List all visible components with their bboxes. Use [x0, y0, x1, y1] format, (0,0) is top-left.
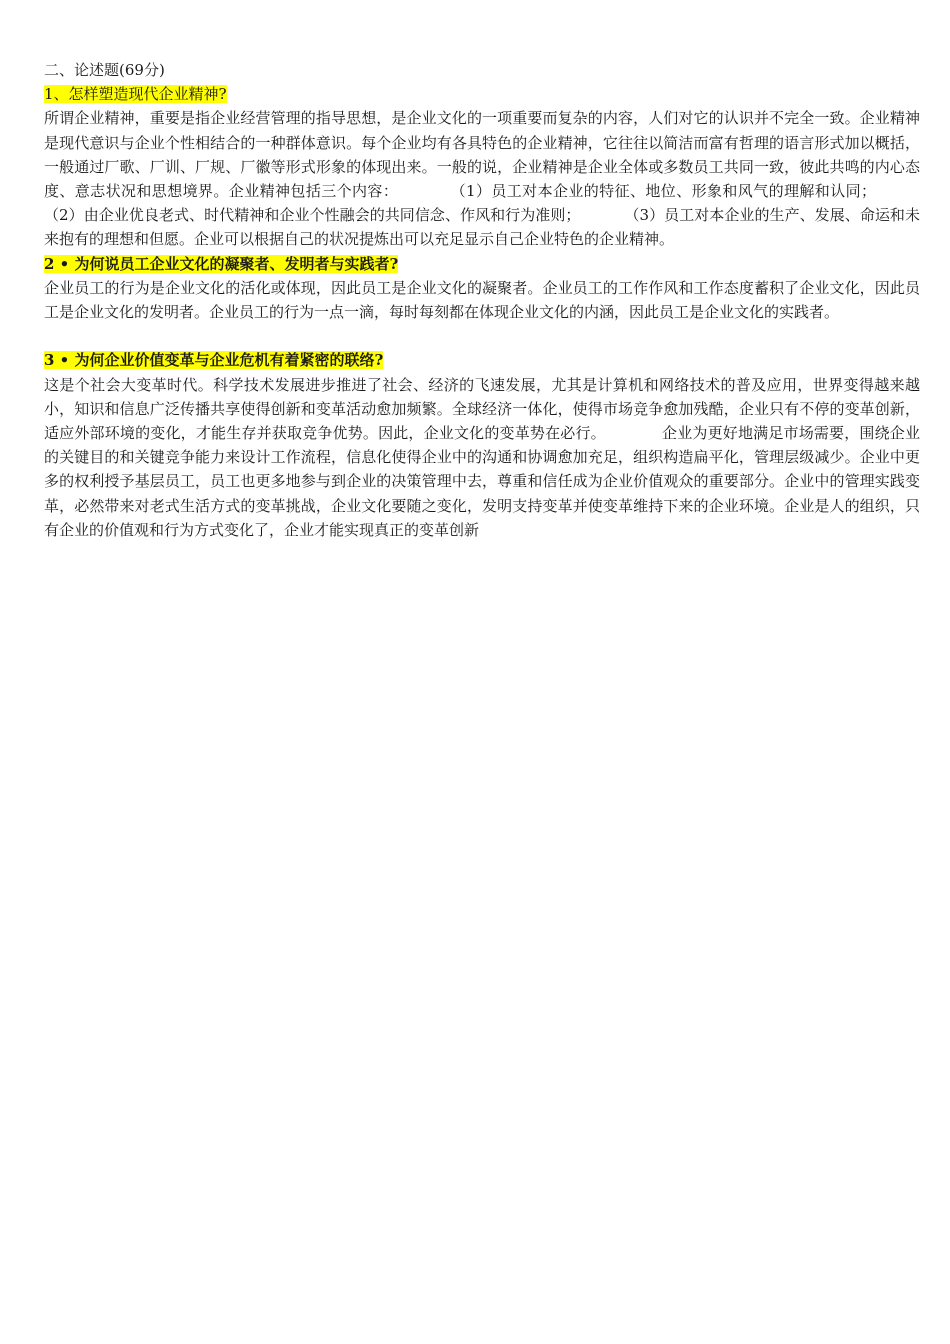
question-2-answer: 企业员工的行为是企业文化的活化或体现，因此员工是企业文化的凝聚者。企业员工的工作作风和工作态度蓄积了企业文化，因此员工是企业文化的发明者。企业员工的行为一点一滴，每时每刻都在体现企业文化的内涵，因此员工是企业文化的实践者。	[44, 278, 920, 322]
question-1-title	[44, 82, 920, 106]
question-2-highlight: 2 • 为何说员工企业文化的凝聚者、发明者与实践者?	[44, 254, 399, 273]
question-1-answer-intro: 所谓企业精神，重要是指企业经营管理的指导思想，是企业文化的一项重要而复杂的内容，人们对它的认识并不完全一致。企业精神是现代意识与企业个性相结合的一种群体意识。每个企业均有各具特色的企业精神，它往往以简洁而富有哲理的语言形式加以概括，一般通过厂歌、厂训、厂规、厂徽等形式形象的体现出来。一般的说，企业精神是企业全体或多数员工共同一致，彼此共鸣的内心态度、意志状况和思想境界。企业精神包括三个内容：	[44, 109, 920, 201]
question-3-highlight: 3 • 为何企业价值变革与企业危机有着紧密的联络?	[44, 351, 384, 370]
question-3-answer	[44, 373, 920, 542]
question-2-title	[44, 252, 920, 276]
section-title: 二、论述题(69分)	[44, 61, 165, 79]
question-1-answer-point-2: （2）由企业优良老式、时代精神和企业个性融会的共同信念、作风和行为准则；	[44, 206, 581, 225]
question-1-answer	[44, 106, 920, 251]
question-1-answer-point-1: （1）员工对本企业的特征、地位、形象和风气的理解和认同；	[450, 182, 877, 201]
document-page	[44, 58, 920, 542]
question-1-answer-point-3: （3）员工对本企业的生产、发展、命运和未来抱有的理想和但愿。企业可以根据自己的状况提炼出可以充足显示自己企业特色的企业精神。	[44, 206, 920, 249]
question-1-highlight: 1、怎样塑造现代企业精神?	[44, 85, 227, 104]
question-3-title	[44, 348, 920, 372]
question-3-answer-part-2: 企业为更好地满足市场需要，围绕企业的关键目的和关键竞争能力来设计工作流程，信息化使得企业中的沟通和协调愈加充足，组织构造扁平化，管理层级减少。企业中更多的权利授予基层员工，员工也更多地参与到企业的决策管理中去，尊重和信任成为企业价值观众的重要部分。企业中的管理实践变革，必然带来对老式生活方式的变革挑战，企业文化要随之变化，发明支持变革并使变革维持下来的企业环境。企业是人的组织，只有企业的价值观和行为方式变化了，企业才能实现真正的变革创新	[44, 424, 920, 539]
blank-line	[44, 324, 920, 348]
question-3-answer-part-1: 这是个社会大变革时代。科学技术发展进步推进了社会、经济的飞速发展，尤其是计算机和网络技术的普及应用，世界变得越来越小，知识和信息广泛传播共享使得创新和变革活动愈加频繁。全球经济一体化，使得市场竞争愈加残酷，企业只有不停的变革创新，适应外部环境的变化，才能生存并获取竞争优势。因此，企业文化的变革势在必行。	[44, 375, 920, 443]
